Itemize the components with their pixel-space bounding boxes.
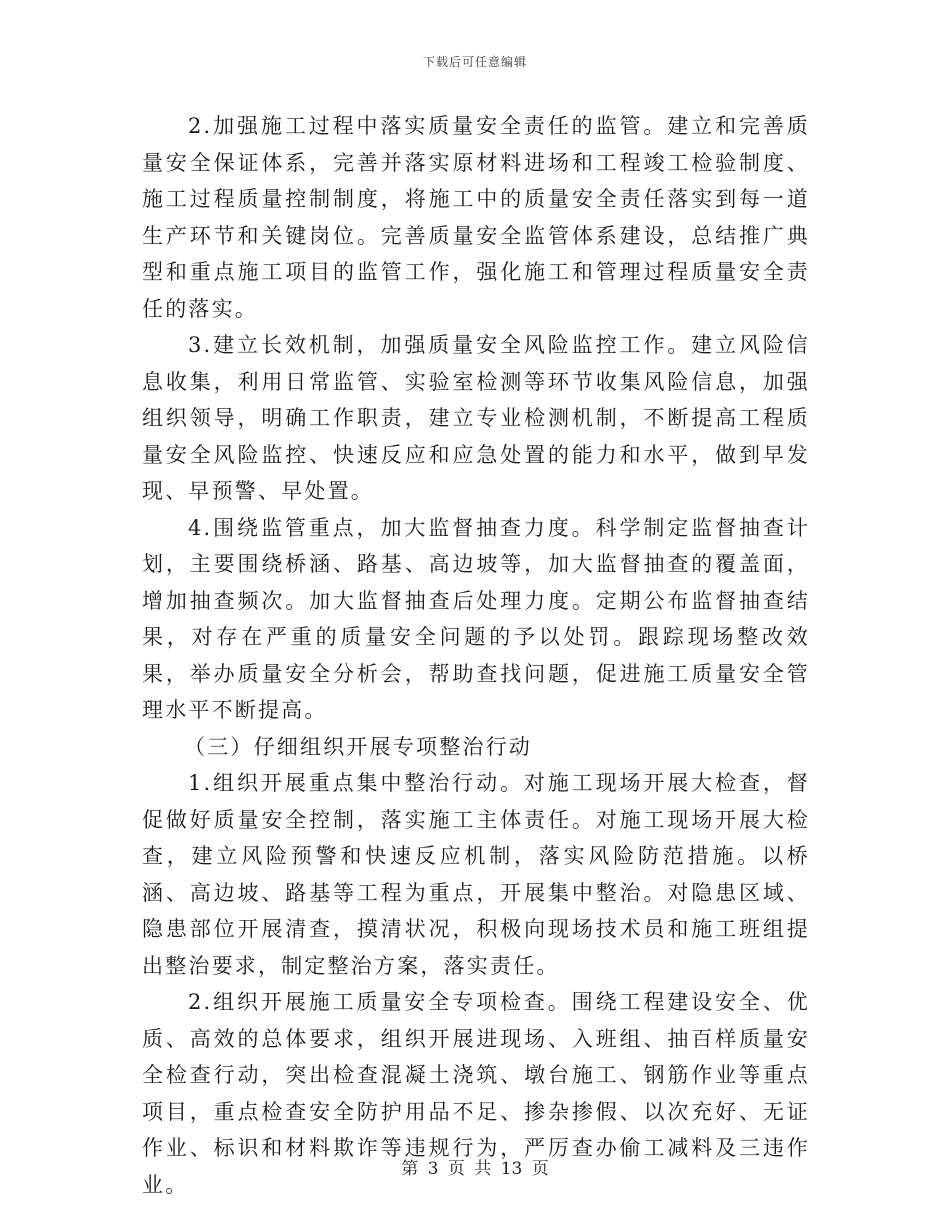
page-number-footer: 第 3 页 共 13 页 xyxy=(401,1159,549,1179)
paragraph-item-1-rectification: 1.组织开展重点集中整治行动。对施工现场开展大检查，督促做好质量安全控制，落实施工主体责任。对施工现场开展大检查，建立风险预警和快速反应机制，落实风险防范措施。以桥涵、高边坡、路基等工程为重点，开展集中整治。对隐患区域、隐患部位开展清查，摸清状况，积极向现场技术员和施工班组提出整治要求，制定整治方案，落实责任。 xyxy=(142,771,810,978)
paragraph-item-4-inspection: 4.围绕监管重点，加大监督抽查力度。科学制定监督抽查计划，主要围绕桥涵、路基、高边坡等，加大监督抽查的覆盖面，增加抽查频次。加大监督抽查后处理力度。定期公布监督抽查结果，对存在严重的质量安全问题的予以处罚。跟踪现场整改效果，举办质量安全分析会，帮助查找问题，促进施工质量安全管理水平不断提高。 xyxy=(142,515,810,722)
paragraph-item-2-special-inspection: 2.组织开展施工质量安全专项检查。围绕工程建设安全、优质、高效的总体要求，组织开展进现场、入班组、抽百样质量安全检查行动，突出检查混凝土浇筑、墩台施工、钢筋作业等重点项目，重点检查安全防护用品不足、掺杂掺假、以次充好、无证作业、标识和材料欺诈等违规行为，严厉查办偷工减料及三违作业。 xyxy=(142,990,810,1197)
header-note: 下载后可任意编辑 xyxy=(422,55,527,69)
paragraph-item-2-supervision: 2.加强施工过程中落实质量安全责任的监管。建立和完善质量安全保证体系，完善并落实原材料进场和工程竣工检验制度、施工过程质量控制制度，将施工中的质量安全责任落实到每一道生产环节和关键岗位。完善质量安全监管体系建设，总结推广典型和重点施工项目的监管工作，强化施工和管理过程质量安全责任的落实。 xyxy=(142,114,810,321)
paragraph-item-3-risk-monitoring: 3.建立长效机制，加强质量安全风险监控工作。建立风险信息收集，利用日常监管、实验室检测等环节收集风险信息，加强组织领导，明确工作职责，建立专业检测机制，不断提高工程质量安全风险监控、快速反应和应急处置的能力和水平，做到早发现、早预警、早处置。 xyxy=(142,333,810,503)
document-body xyxy=(142,108,810,1203)
section-heading-3: （三）仔细组织开展专项整治行动 xyxy=(184,734,532,759)
